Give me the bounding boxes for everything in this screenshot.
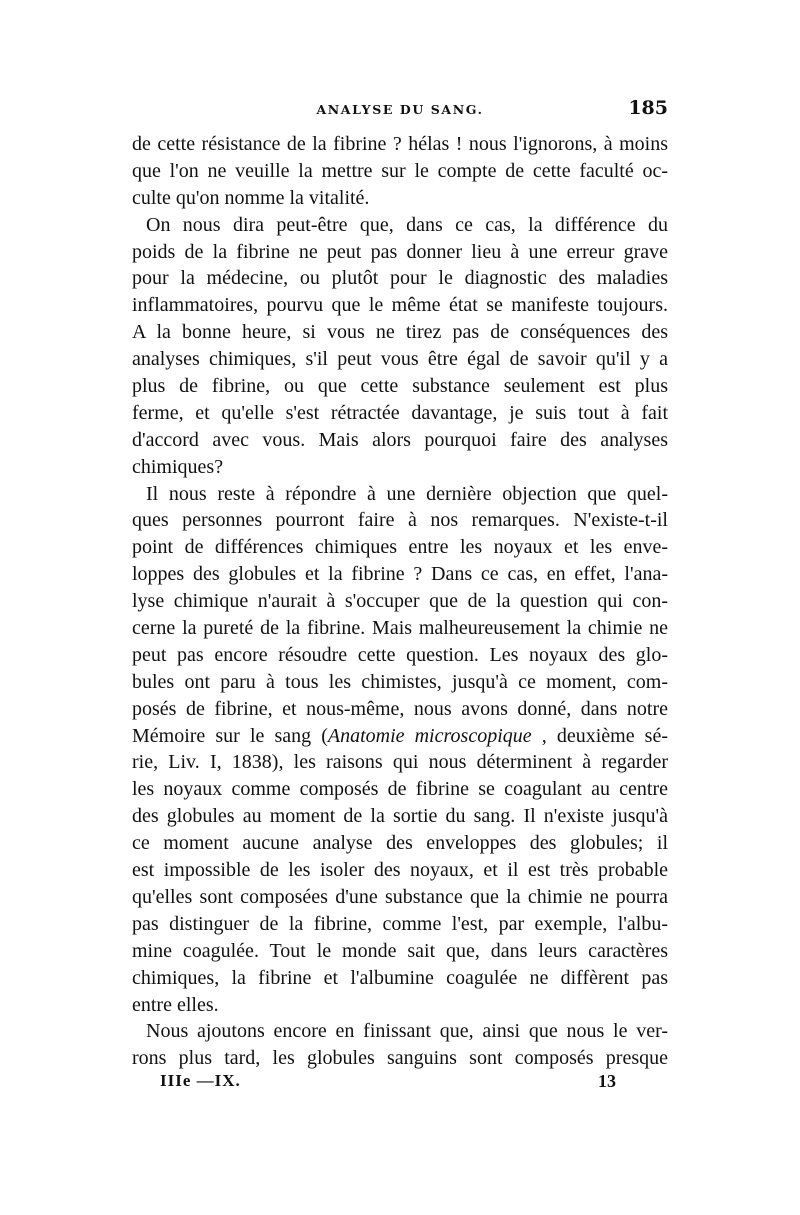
text-line: bules ont paru à tous les chimistes, jusqu'à ce moment, com- (132, 670, 668, 693)
text-line: mine coagulée. Tout le monde sait que, dans leurs caractères (132, 939, 668, 962)
text-line: d'accord avec vous. Mais alors pourquoi faire des analyses (132, 428, 668, 451)
text-line: rons plus tard, les globules sanguins sont composés presque (132, 1047, 668, 1070)
text-line: est impossible de les isoler des noyaux, et il est très probable (132, 859, 668, 882)
page-footer (132, 1071, 668, 1095)
text-line: qu'elles sont composées d'une substance que la chimie ne pourra (132, 885, 668, 908)
paragraph (132, 481, 668, 1019)
text-line: On nous dira peut-être que, dans ce cas, la différence du (146, 213, 668, 236)
text-line: pour la médecine, ou plutôt pour le diagnostic des maladies (132, 267, 668, 290)
running-title: ANALYSE DU SANG. (316, 102, 484, 117)
text-line: cerne la pureté de la fibrine. Mais malheureusement la chimie ne (132, 617, 668, 640)
cited-title: Anatomie microscopique (327, 724, 532, 747)
text-line: ques personnes pourront faire à nos remarques. N'existe-t-il (132, 509, 668, 532)
text-line: point de différences chimiques entre les noyaux et les enve- (132, 536, 668, 559)
running-head (132, 97, 668, 121)
body-text (132, 131, 668, 1072)
text-line: Mémoire sur le sang (Anatomie microscopique , deuxième sé- (132, 724, 668, 747)
text-line: plus de fibrine, ou que cette substance seulement est plus (132, 375, 668, 398)
page-number: 185 (628, 97, 668, 119)
text-line: chimiques, la fibrine et l'albumine coagulée ne diffèrent pas (132, 966, 668, 989)
text-line: loppes des globules et la fibrine ? Dans ce cas, en effet, l'ana- (132, 563, 668, 586)
paragraph (132, 1018, 668, 1072)
text-line: Il nous reste à répondre à une dernière objection que quel- (146, 482, 668, 505)
paragraph (132, 131, 668, 212)
text-line: chimiques? (132, 455, 224, 478)
signature-mark: IIIe —IX. (160, 1071, 241, 1090)
text-line: ce moment aucune analyse des enveloppes des globules; il (132, 832, 668, 855)
text-line: que l'on ne veuille la mettre sur le compte de cette faculté oc- (132, 159, 668, 182)
text-line: des globules au moment de la sortie du sang. Il n'existe jusqu'à (132, 805, 668, 828)
text-line: pas distinguer de la fibrine, comme l'est, par exemple, l'albu- (132, 912, 668, 935)
text-line: les noyaux comme composés de fibrine se coagulant au centre (132, 778, 668, 801)
text-line: rie, Liv. I, 1838), les raisons qui nous déterminent à regarder (132, 751, 668, 774)
text-line: A la bonne heure, si vous ne tirez pas de conséquences des (132, 321, 668, 344)
text-line: lyse chimique n'aurait à s'occuper que de la question qui con- (132, 590, 668, 613)
paragraph (132, 212, 668, 481)
text-line: poids de la fibrine ne peut pas donner lieu à une erreur grave (132, 240, 668, 263)
text-line: posés de fibrine, et nous-même, nous avons donné, dans notre (132, 697, 668, 720)
text-line: ferme, et qu'elle s'est rétractée davantage, je suis tout à fait (132, 401, 668, 424)
text-line: de cette résistance de la fibrine ? hélas ! nous l'ignorons, à moins (132, 133, 668, 155)
text-line: analyses chimiques, s'il peut vous être égal de savoir qu'il y a (132, 348, 668, 371)
text-line: Nous ajoutons encore en finissant que, ainsi que nous le ver- (146, 1020, 668, 1043)
text-line: inflammatoires, pourvu que le même état se manifeste toujours. (132, 294, 668, 317)
text-line: peut pas encore résoudre cette question. Les noyaux des glo- (132, 643, 668, 666)
text-line: entre elles. (132, 993, 219, 1016)
text-line: culte qu'on nomme la vitalité. (132, 186, 370, 209)
sheet-number: 13 (598, 1071, 616, 1091)
